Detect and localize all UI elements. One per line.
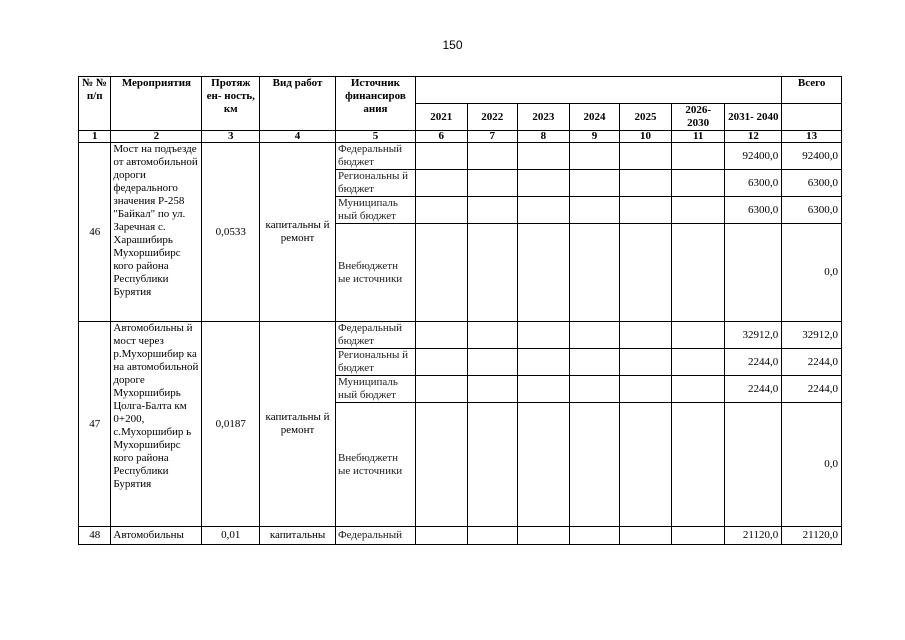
column-number: 10 [620,131,672,143]
value-2031-2040: 92400,0 [725,143,782,170]
row-number: 47 [79,322,111,527]
column-number: 5 [335,131,415,143]
header-year: 2022 [467,104,518,131]
funding-source: Региональны й бюджет [335,170,415,197]
header-year: 2021 [415,104,467,131]
funding-source: Муниципаль ный бюджет [335,376,415,403]
funding-source: Муниципаль ный бюджет [335,197,415,224]
column-number: 4 [260,131,336,143]
event-name: Автомобильны й мост через р.Мухоршибир ка на автомобильной дороге Мухоршибирь Цолга-Балта км 0+200, с.Мухоршибир ь Мухоршибирс кого района Республики Бурятия [111,322,202,527]
header-event: Мероприятия [111,77,202,131]
header-work-type: Вид работ [260,77,336,131]
value-2031-2040 [725,224,782,322]
funding-source: Федеральный бюджет [335,143,415,170]
value-2031-2040: 32912,0 [725,322,782,349]
table-row [79,527,842,545]
value-total: 92400,0 [782,143,842,170]
header-year: 2023 [518,104,570,131]
value-2031-2040: 6300,0 [725,197,782,224]
value-2031-2040: 21120,0 [725,527,782,545]
column-number: 1 [79,131,111,143]
column-number: 13 [782,131,842,143]
funding-source: Внебюджетн ые источники [335,224,415,322]
column-number: 6 [415,131,467,143]
header-length: Протяж ен- ность, км [202,77,260,131]
value-2031-2040: 6300,0 [725,170,782,197]
column-number: 8 [518,131,570,143]
value-total: 0,0 [782,403,842,527]
length-km: 0,01 [202,527,260,545]
table-row [79,322,842,349]
column-number: 11 [671,131,725,143]
funding-source: Региональны й бюджет [335,349,415,376]
work-type: капитальны [260,527,336,545]
value-2031-2040: 2244,0 [725,349,782,376]
value-2031-2040: 2244,0 [725,376,782,403]
header-years-group [415,77,781,104]
row-number: 48 [79,527,111,545]
value-total: 6300,0 [782,197,842,224]
column-number: 7 [467,131,518,143]
table-row [79,143,842,170]
value-total: 2244,0 [782,376,842,403]
header-number: № № п/п [79,77,111,131]
header-year: 2024 [569,104,620,131]
length-km: 0,0533 [202,143,260,322]
header-year: 2025 [620,104,672,131]
header-year: 2031- 2040 [725,104,782,131]
financing-table [78,76,842,545]
funding-source: Внебюджетн ые источники [335,403,415,527]
event-name: Автомобильны [111,527,202,545]
value-2031-2040 [725,403,782,527]
column-number: 9 [569,131,620,143]
funding-source: Федеральный [335,527,415,545]
value-total: 2244,0 [782,349,842,376]
column-number: 12 [725,131,782,143]
column-number: 2 [111,131,202,143]
work-type: капитальны й ремонт [260,143,336,322]
header-year: 2026- 2030 [671,104,725,131]
value-total: 32912,0 [782,322,842,349]
header-total-spacer [782,104,842,131]
value-total: 6300,0 [782,170,842,197]
row-number: 46 [79,143,111,322]
value-total: 21120,0 [782,527,842,545]
page-number: 150 [442,38,463,52]
event-name: Мост на подъезде от автомобильной дороги федерального значения Р-258 "Байкал" по ул. Заречная с. Харашибирь Мухоршибирс кого района Республики Бурятия [111,143,202,322]
value-total: 0,0 [782,224,842,322]
header-total: Всего [782,77,842,104]
header-source: Источник финансиров ания [335,77,415,131]
column-number: 3 [202,131,260,143]
funding-source: Федеральный бюджет [335,322,415,349]
length-km: 0,0187 [202,322,260,527]
work-type: капитальны й ремонт [260,322,336,527]
